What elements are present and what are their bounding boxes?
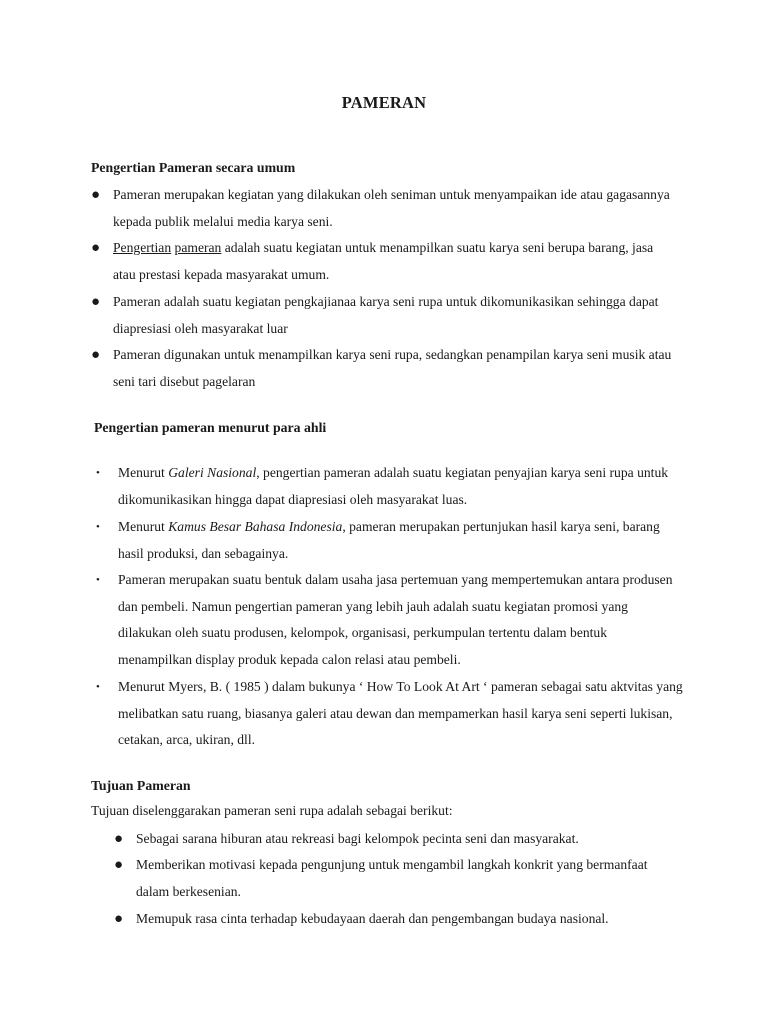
bullet-icon: ● [91,187,101,203]
bullet-icon: ● [91,347,101,363]
bullet-icon: ● [114,857,124,873]
italic-source: Galeri Nasional [168,465,257,480]
bullet-icon: • [96,574,100,586]
section-heading-general: Pengertian Pameran secara umum [91,160,296,175]
section-heading-goals: Tujuan Pameran [91,778,191,793]
italic-source: Kamus Besar Bahasa Indonesia [168,519,343,534]
list-item-text: Memupuk rasa cinta terhadap kebudayaan daerah dan pengembangan budaya nasional. [136,911,609,926]
underlined-term: pameran [174,240,222,255]
page-title: PAMERAN [341,93,427,112]
bullet-icon: ● [91,294,101,310]
bullet-icon: ● [114,911,124,927]
bullet-icon: • [96,521,100,533]
list-item-prefix: Menurut [118,465,165,480]
goals-intro: Tujuan diselenggarakan pameran seni rupa adalah sebagai berikut: [91,803,453,818]
list-item-rest: adalah suatu kegiatan untuk menampilkan suatu karya seni berupa barang, jasa atau prestasi kepada masyarakat umum. [113,240,654,282]
list-item-text: Menurut Myers, B. ( 1985 ) dalam bukunya ‘ How To Look At Art ‘ pameran sebagai satu aktvitas yang melibatkan satu ruang, biasanya galeri atau dewan dan mempamerkan hasil karya seni seperti lukisan, cetakan, arca, ukiran, dll. [118,679,683,747]
underlined-term: Pengertian [113,240,172,255]
bullet-icon: ● [91,240,101,256]
bullet-icon: • [96,681,100,693]
list-item-text: Pameran merupakan suatu bentuk dalam usaha jasa pertemuan yang mempertemukan antara produsen dan pembeli. Namun pengertian pameran yang lebih jauh adalah suatu kegiatan promosi yang dilakukan oleh suatu produsen, kelompok, organisasi, perkumpulan tertentu dalam bentuk menampilkan display produk kepada calon relasi atau pembeli. [118,572,673,667]
bullet-icon: ● [114,831,124,847]
list-item-text: Memberikan motivasi kepada pengunjung untuk mengambil langkah konkrit yang bermanfaat dalam berkesenian. [136,857,648,899]
list-item-text: Sebagai sarana hiburan atau rekreasi bagi kelompok pecinta seni dan masyarakat. [136,831,579,846]
list-item-text [118,460,683,513]
list-item-text: Pameran adalah suatu kegiatan pengkajianaa karya seni rupa untuk dikomunikasikan sehingga dapat diapresiasi oleh masyarakat luar [113,294,659,336]
list-item-rest: , pengertian pameran adalah suatu kegiatan penyajian karya seni rupa untuk dikomunikasikan hingga dapat diapresiasi oleh masyarakat luas. [118,465,669,507]
list-item-prefix: Menurut [118,519,165,534]
list-item-text [113,235,673,288]
section-heading-experts: Pengertian pameran menurut para ahli [94,420,327,435]
list-item-text [118,514,683,567]
list-item-text: Pameran merupakan kegiatan yang dilakukan oleh seniman untuk menyampaikan ide atau gagasannya kepada publik melalui media karya seni. [113,187,670,229]
bullet-icon: • [96,467,100,479]
list-item-text: Pameran digunakan untuk menampilkan karya seni rupa, sedangkan penampilan karya seni musik atau seni tari disebut pagelaran [113,347,672,389]
list-item-rest: , pameran merupakan pertunjukan hasil karya seni, barang hasil produksi, dan sebagainya. [118,519,660,561]
